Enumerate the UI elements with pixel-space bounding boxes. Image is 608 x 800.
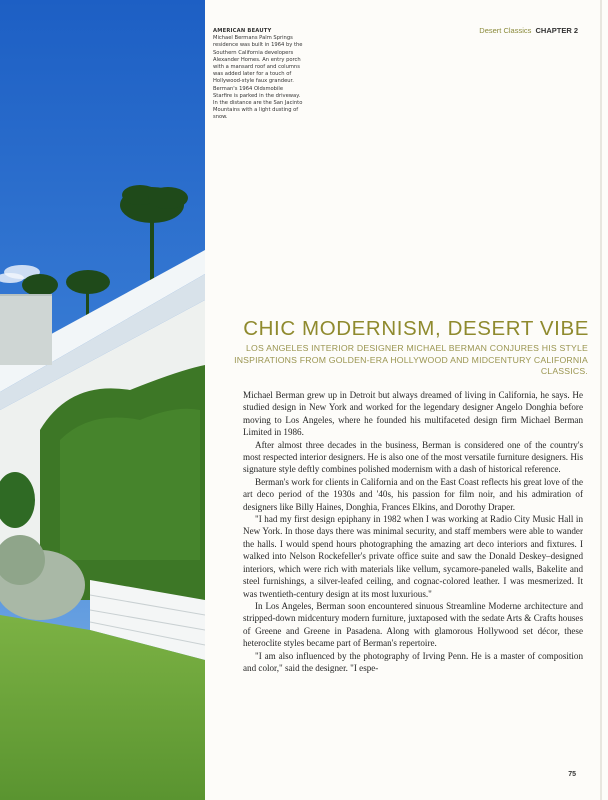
- house-photo: [0, 0, 205, 800]
- running-head-section: Desert Classics: [479, 26, 532, 35]
- body-paragraph: Berman's work for clients in California and on the East Coast reflects his great love of the art deco period of the 1930s and '40s, his passion for film noir, and his admiration of designers like Billy Haines, Donghia, Frances Elkins, and Dorothy Draper.: [243, 476, 583, 512]
- running-head: [479, 26, 578, 35]
- photo-caption: [213, 28, 303, 122]
- body-paragraph: "I had my first design epiphany in 1982 when I was working at Radio City Music Hall in New York. In those days there was minimal security, and staff members were able to wander the halls. I would spend hours photographing the amazing art deco interiors and fixtures. I walked into Nelson Rockefeller's private office suite and saw the Donald Deskey–designed interiors, which were rich with materials like vellum, sycamore-paneled walls, Bakelite and steel furnishings, a silver-leafed ceiling, and cognac-colored leather. I was mesmerized. It was twentieth-century design at its most luxurious.": [243, 514, 583, 599]
- article-headline: CHIC MODERNISM, DESERT VIBE: [243, 317, 589, 340]
- body-paragraph: Michael Berman grew up in Detroit but always dreamed of living in California, he says. He studied design in New York and worked for the legendary designer Angelo Donghia before moving to Los Angeles, where he founded his multifaceted design firm Michael Berman Limited in 1986.: [243, 390, 583, 438]
- article-subhead: LOS ANGELES INTERIOR DESIGNER MICHAEL BERMAN CONJURES HIS STYLE INSPIRATIONS FROM GOLDEN-ERA HOLLYWOOD AND MIDCENTURY CALIFORNIA CLASSICS.: [234, 343, 588, 376]
- page-edge: [600, 0, 602, 800]
- article-body: [243, 389, 583, 674]
- body-paragraph: In Los Angeles, Berman soon encountered sinuous Streamline Moderne architecture and stripped-down midcentury modern furniture, juxtaposed with the sedate Arts & Crafts houses of Greene and Greene in Pasadena. Along with glamorous Hollywood set décor, these heteroclite styles became part of Berman's repertoire.: [243, 600, 583, 649]
- page-number: 75: [568, 771, 576, 778]
- caption-text: Michael Bermans Palm Springs residence was built in 1964 by the Southern California developers Alexander Homes. An entry porch with a mansard roof and columns was added later for a touch of Hollywood-style faux grandeur. Berman's 1964 Oldsmobile Starfire is parked in the driveway. In the distance are the San Jacinto Mountains with a light dusting of snow.: [213, 35, 303, 121]
- caption-title: AMERICAN BEAUTY: [213, 28, 272, 34]
- running-head-chapter: CHAPTER 2: [535, 26, 578, 35]
- house-photo-image: [0, 0, 205, 800]
- body-paragraph: "I am also influenced by the photography of Irving Penn. He is a master of composition and color," said the designer. "I espe-: [243, 650, 583, 673]
- body-paragraph: After almost three decades in the business, Berman is considered one of the country's most respected interior designers. He is also one of the most versatile furniture designers. His signature style deftly combines polished modernism with a dash of historical reference.: [243, 439, 583, 475]
